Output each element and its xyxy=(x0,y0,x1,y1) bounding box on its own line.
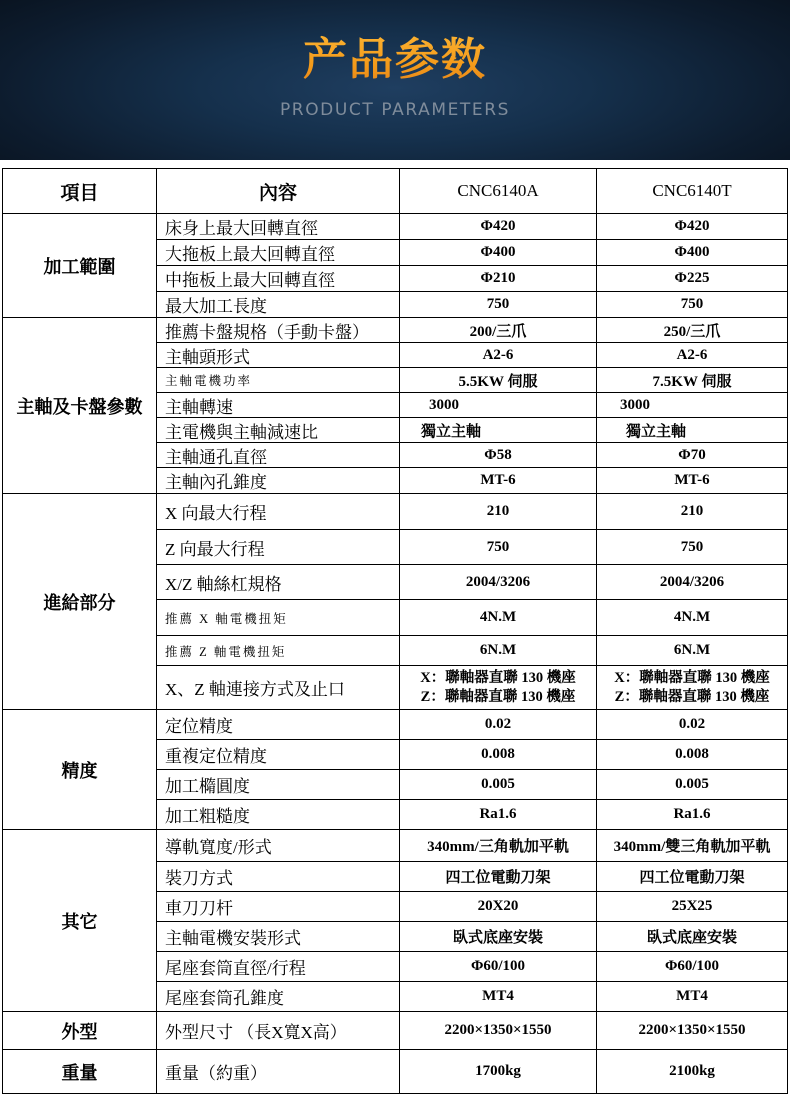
value-cnc6140t: 210 xyxy=(597,494,788,530)
value-cnc6140t: 340mm/雙三角軌加平軌 xyxy=(597,830,788,862)
row-label: Z 向最大行程 xyxy=(157,530,400,565)
row-label: 主軸電機功率 xyxy=(157,368,400,393)
value-cnc6140a: 340mm/三角軌加平軌 xyxy=(400,830,597,862)
section-appearance: 外型 xyxy=(3,1012,157,1050)
row-label: 推薦 X 軸電機扭矩 xyxy=(157,600,400,636)
row-label: 外型尺寸 （長X寬X高） xyxy=(157,1012,400,1050)
row-label: 尾座套筒孔錐度 xyxy=(157,982,400,1012)
value-cnc6140a: Φ420 xyxy=(400,214,597,240)
value-cnc6140a: 0.008 xyxy=(400,740,597,770)
header-banner xyxy=(0,0,790,160)
row-label: 床身上最大回轉直徑 xyxy=(157,214,400,240)
value-cnc6140a: 臥式底座安裝 xyxy=(400,922,597,952)
value-cnc6140t: 0.02 xyxy=(597,710,788,740)
value-cnc6140a: Φ58 xyxy=(400,443,597,468)
value-line: X：聯軸器直聯 130 機座 xyxy=(614,669,770,686)
value-cnc6140a: A2-6 xyxy=(400,343,597,368)
value-cnc6140t: 7.5KW 伺服 xyxy=(597,368,788,393)
value-cnc6140t: 獨立主軸 xyxy=(597,418,788,443)
value-cnc6140t: 6N.M xyxy=(597,636,788,666)
value-cnc6140t: 2200×1350×1550 xyxy=(597,1012,788,1050)
value-cnc6140t: Ra1.6 xyxy=(597,800,788,830)
row-label: 大拖板上最大回轉直徑 xyxy=(157,240,400,266)
value-cnc6140a: 獨立主軸 xyxy=(400,418,597,443)
value-cnc6140t: MT-6 xyxy=(597,468,788,494)
row-label: 重複定位精度 xyxy=(157,740,400,770)
value-cnc6140a: 200/三爪 xyxy=(400,318,597,343)
value-cnc6140t: Φ70 xyxy=(597,443,788,468)
value-cnc6140t: Φ60/100 xyxy=(597,952,788,982)
value-line: Z：聯軸器直聯 130 機座 xyxy=(420,688,576,705)
value-cnc6140a: MT-6 xyxy=(400,468,597,494)
row-label: 主軸轉速 xyxy=(157,393,400,418)
header-item: 項目 xyxy=(3,169,157,214)
value-cnc6140a: Φ60/100 xyxy=(400,952,597,982)
row-label: X 向最大行程 xyxy=(157,494,400,530)
value-cnc6140a: 2200×1350×1550 xyxy=(400,1012,597,1050)
section-feed: 進給部分 xyxy=(3,494,157,710)
value-cnc6140a: 3000 xyxy=(400,393,597,418)
section-precision: 精度 xyxy=(3,710,157,830)
row-label: 主軸通孔直徑 xyxy=(157,443,400,468)
row-label: 中拖板上最大回轉直徑 xyxy=(157,266,400,292)
row-label: 主軸內孔錐度 xyxy=(157,468,400,494)
value-cnc6140t: 750 xyxy=(597,530,788,565)
value-cnc6140t: 25X25 xyxy=(597,892,788,922)
section-others: 其它 xyxy=(3,830,157,1012)
value-cnc6140a: Φ400 xyxy=(400,240,597,266)
value-cnc6140a xyxy=(400,666,597,710)
banner-subtitle: PRODUCT PARAMETERS xyxy=(279,100,511,120)
value-cnc6140t: 2004/3206 xyxy=(597,565,788,600)
value-cnc6140a: 6N.M xyxy=(400,636,597,666)
row-label: 推薦卡盤規格（手動卡盤） xyxy=(157,318,400,343)
value-cnc6140a: 750 xyxy=(400,292,597,318)
row-label: 主電機與主軸減速比 xyxy=(157,418,400,443)
row-label: 加工粗糙度 xyxy=(157,800,400,830)
row-label: X、Z 軸連接方式及止口 xyxy=(157,666,400,710)
value-cnc6140t: MT4 xyxy=(597,982,788,1012)
row-label: 推薦 Z 軸電機扭矩 xyxy=(157,636,400,666)
value-cnc6140t xyxy=(597,666,788,710)
value-line: Z：聯軸器直聯 130 機座 xyxy=(614,688,770,705)
value-cnc6140a: MT4 xyxy=(400,982,597,1012)
row-label: 重量（約重） xyxy=(157,1050,400,1094)
row-label: 尾座套筒直徑/行程 xyxy=(157,952,400,982)
value-cnc6140a: 0.005 xyxy=(400,770,597,800)
value-cnc6140t: Φ225 xyxy=(597,266,788,292)
value-cnc6140t: 250/三爪 xyxy=(597,318,788,343)
value-cnc6140t: 3000 xyxy=(597,393,788,418)
value-cnc6140t: 0.005 xyxy=(597,770,788,800)
value-cnc6140t: 750 xyxy=(597,292,788,318)
row-label: 車刀刀杆 xyxy=(157,892,400,922)
value-cnc6140a: 4N.M xyxy=(400,600,597,636)
value-cnc6140a: 750 xyxy=(400,530,597,565)
value-cnc6140t: 臥式底座安裝 xyxy=(597,922,788,952)
value-line: X：聯軸器直聯 130 機座 xyxy=(420,669,576,686)
row-label: 主軸電機安裝形式 xyxy=(157,922,400,952)
row-label: 導軌寬度/形式 xyxy=(157,830,400,862)
row-label: 最大加工長度 xyxy=(157,292,400,318)
header-model-t: CNC6140T xyxy=(597,169,788,214)
value-cnc6140a: 2004/3206 xyxy=(400,565,597,600)
value-cnc6140t: A2-6 xyxy=(597,343,788,368)
value-cnc6140a: 1700kg xyxy=(400,1050,597,1094)
section-weight: 重量 xyxy=(3,1050,157,1094)
value-cnc6140a: Ra1.6 xyxy=(400,800,597,830)
row-label: X/Z 軸絲杠規格 xyxy=(157,565,400,600)
value-cnc6140t: Φ420 xyxy=(597,214,788,240)
value-cnc6140t: 四工位電動刀架 xyxy=(597,862,788,892)
banner-title: 产品参数 xyxy=(0,32,790,88)
section-spindle-chuck: 主軸及卡盤參數 xyxy=(3,318,157,494)
value-cnc6140a: 5.5KW 伺服 xyxy=(400,368,597,393)
header-model-a: CNC6140A xyxy=(400,169,597,214)
row-label: 定位精度 xyxy=(157,710,400,740)
section-machining-range: 加工範圍 xyxy=(3,214,157,318)
value-cnc6140t: 2100kg xyxy=(597,1050,788,1094)
value-cnc6140a: 210 xyxy=(400,494,597,530)
row-label: 加工橢圓度 xyxy=(157,770,400,800)
value-cnc6140a: 20X20 xyxy=(400,892,597,922)
value-cnc6140t: Φ400 xyxy=(597,240,788,266)
value-cnc6140t: 4N.M xyxy=(597,600,788,636)
header-content: 內容 xyxy=(157,169,400,214)
parameters-table xyxy=(2,168,788,1094)
value-cnc6140a: 0.02 xyxy=(400,710,597,740)
row-label: 裝刀方式 xyxy=(157,862,400,892)
row-label: 主軸頭形式 xyxy=(157,343,400,368)
value-cnc6140t: 0.008 xyxy=(597,740,788,770)
value-cnc6140a: 四工位電動刀架 xyxy=(400,862,597,892)
value-cnc6140a: Φ210 xyxy=(400,266,597,292)
